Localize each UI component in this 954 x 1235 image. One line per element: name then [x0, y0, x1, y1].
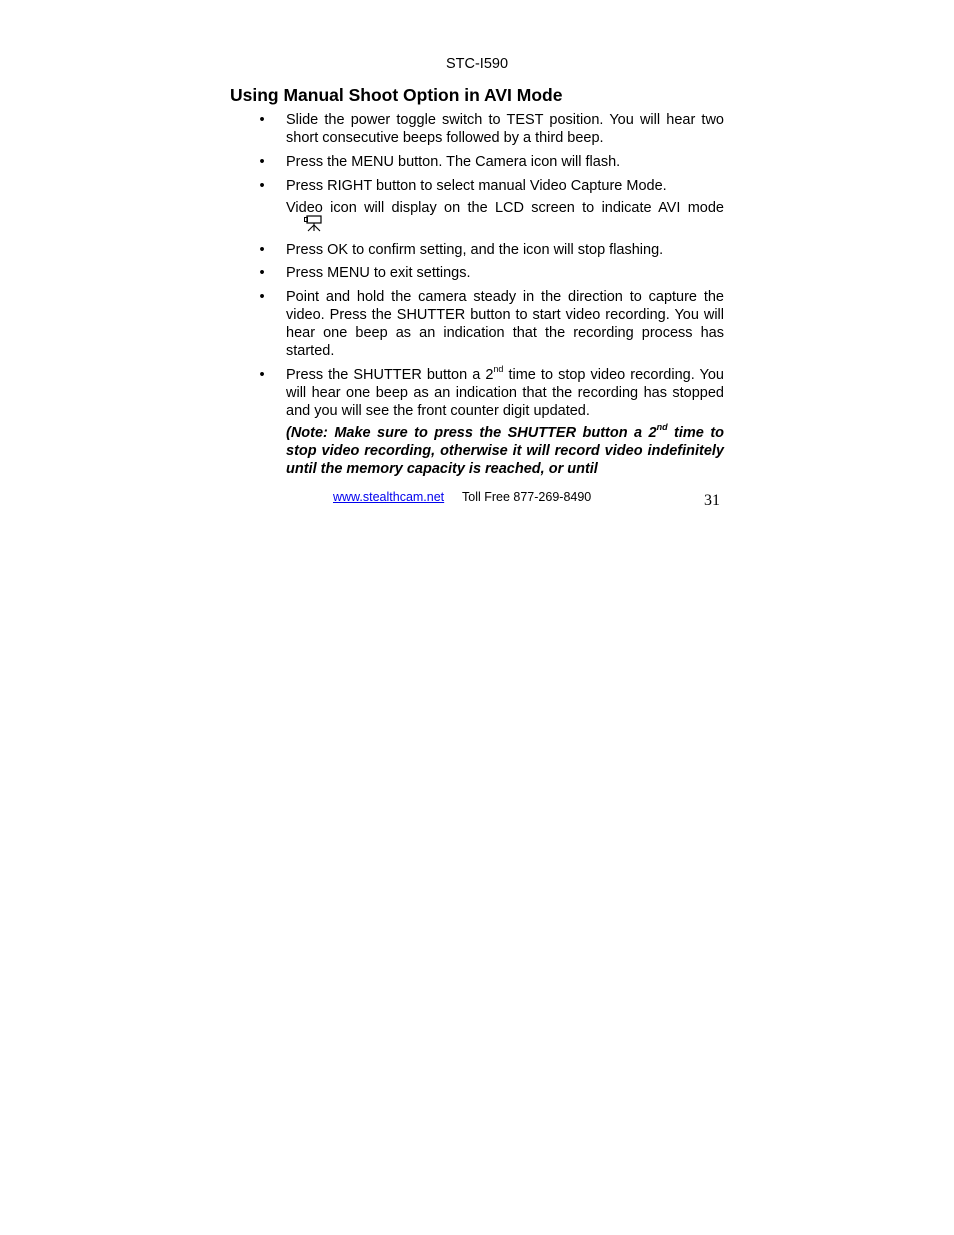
- bullet-icon: •: [259, 112, 265, 128]
- list-item-text: Press the MENU button. The Camera icon will flash.: [286, 154, 621, 170]
- list-item-text: Point and hold the camera steady in the direction to capture the video. Press the SHUTTER button to start video recording. You will hear one beep as an indication that the recording process has started.: [286, 289, 724, 359]
- bullet-icon: •: [259, 289, 265, 305]
- list-item: [259, 364, 724, 420]
- video-camera-tripod-icon: [304, 215, 323, 237]
- bullet-icon: •: [259, 178, 265, 194]
- ordinal-suffix: nd: [493, 364, 504, 375]
- recording-note: (Note: Make sure to press the SHUTTER button a 2nd time to stop video recording, otherwise it will record video indefinitely until the memory capacity is reached, or until: [286, 422, 724, 477]
- list-item-text: Press the SHUTTER button a 2nd time to stop video recording. You will hear one beep as an indication that the recording has stopped and you will see the front counter digit updated.: [286, 364, 724, 419]
- list-item: [259, 153, 724, 171]
- list-item: [259, 288, 724, 360]
- page-number: 31: [704, 492, 720, 509]
- bullet-icon: •: [259, 154, 265, 170]
- bullet-icon: •: [259, 367, 265, 383]
- section-title: Using Manual Shoot Option in AVI Mode: [230, 85, 563, 105]
- list-item: [259, 177, 724, 195]
- page-header-model: STC-I590: [445, 56, 509, 72]
- list-item-text: Slide the power toggle switch to TEST position. You will hear two short consecutive beeps followed by a third beep.: [286, 112, 724, 146]
- bullet-icon: •: [259, 242, 265, 258]
- list-item: [259, 241, 724, 259]
- website-link[interactable]: www.stealthcam.net: [333, 490, 445, 504]
- video-icon-note: Video icon will display on the LCD screen to indicate AVI mode: [286, 199, 724, 239]
- bullet-icon: •: [259, 265, 265, 281]
- list-item-text: Press OK to confirm setting, and the icon will stop flashing.: [286, 242, 664, 258]
- list-item: [259, 111, 724, 147]
- list-item-text: Press RIGHT button to select manual Video Capture Mode.: [286, 178, 667, 194]
- toll-free-phone: Toll Free 877-269-8490: [462, 490, 592, 504]
- list-item-text: Press MENU to exit settings.: [286, 265, 471, 281]
- ordinal-suffix: nd: [656, 422, 668, 433]
- list-item: [259, 264, 724, 282]
